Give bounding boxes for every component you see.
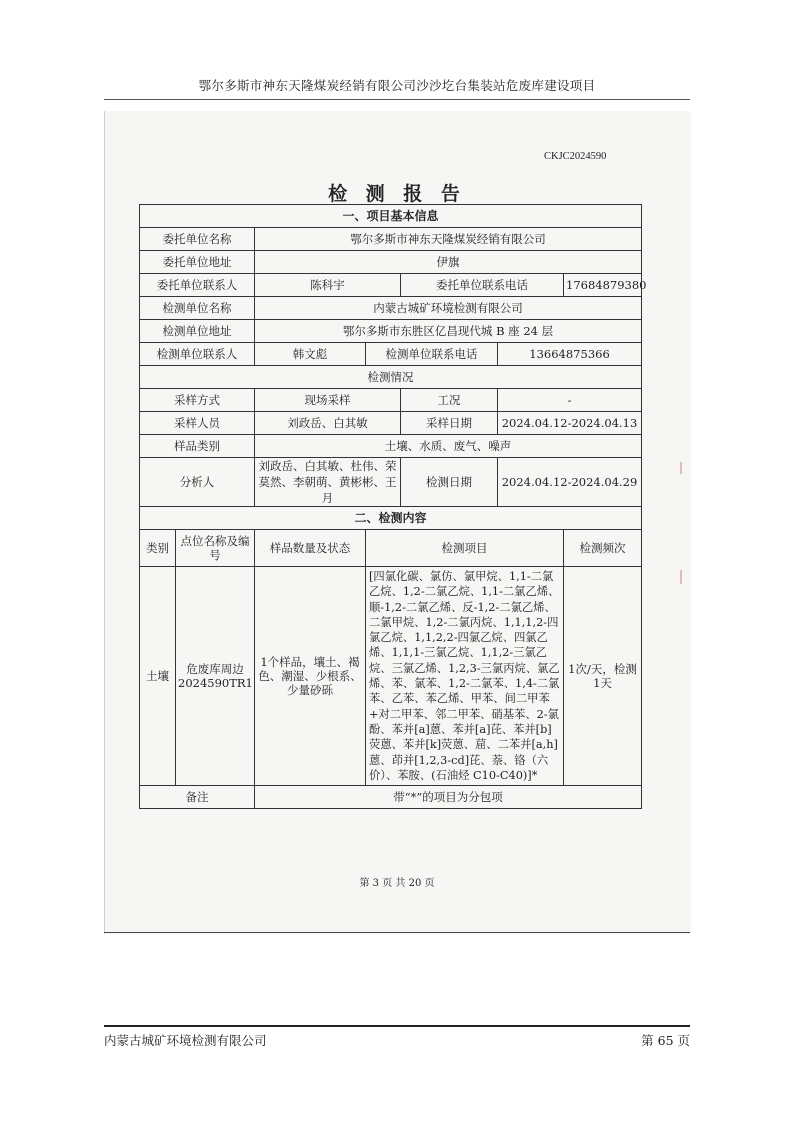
lab-phone-value: 13664875366 (498, 343, 642, 366)
test-date-label: 检测日期 (401, 458, 498, 507)
client-address-value: 伊旗 (255, 251, 642, 274)
lab-phone-label: 检测单位联系电话 (366, 343, 498, 366)
row-point: 危废库周边2024590TR1 (176, 567, 255, 786)
row-test-items: [四氯化碳、氯仿、氯甲烷、1,1-二氯乙烷、1,2-二氯乙烷、1,1-二氯乙烯、顺-1,2-二氯乙烯、反-1,2-二氯乙烯、二氯甲烷、1,2-二氯丙烷、1,1,1,2-四氯乙烷、1,1,2,2-四氯乙烷、四氯乙烯、1,1,1-三氯乙烷、1,1,2-三氯乙烷、三氯乙烯、1,2,3-三氯丙烷、氯乙烯、苯、氯苯、1,2-二氯苯、1,4-二氯苯、乙苯、苯乙烯、甲苯、间二甲苯+对二甲苯、邻二甲苯、硝基苯、2-氯酚、苯并[a]蒽、苯并[a]芘、苯并[b]荧蒽、苯并[k]荧蒽、䓛、二苯并[a,h]蒽、茚并[1,2,3-cd]芘、萘、铬（六价）、苯胺、(石油烃 C10-C40)]* (366, 567, 564, 786)
col-items-header: 检测项目 (366, 530, 564, 567)
client-phone-label: 委托单位联系电话 (401, 274, 564, 297)
samplers-label: 采样人员 (140, 412, 255, 435)
row-sample: 1个样品，壤土、褐色、潮湿、少根系、少量砂砾 (255, 567, 366, 786)
report-number: CKJC2024590 (544, 151, 607, 162)
scan-bottom-edge (104, 932, 690, 933)
col-point-header: 点位名称及编号 (176, 530, 255, 567)
row-category: 土壤 (140, 567, 176, 786)
client-phone-value: 17684879380 (564, 274, 642, 297)
client-contact-label: 委托单位联系人 (140, 274, 255, 297)
analysts-label: 分析人 (140, 458, 255, 507)
client-address-label: 委托单位地址 (140, 251, 255, 274)
condition-label: 工况 (401, 389, 498, 412)
col-category-header: 类别 (140, 530, 176, 567)
client-name-value: 鄂尔多斯市神东天隆煤炭经销有限公司 (255, 228, 642, 251)
section-content-title: 二、检测内容 (140, 507, 642, 530)
lab-contact-value: 韩文彪 (255, 343, 366, 366)
sampling-date-label: 采样日期 (401, 412, 498, 435)
col-freq-header: 检测频次 (564, 530, 642, 567)
edge-stamp-mark (680, 462, 682, 474)
remark-label: 备注 (140, 786, 255, 809)
sample-category-label: 样品类别 (140, 435, 255, 458)
report-table (139, 204, 647, 809)
lab-name-label: 检测单位名称 (140, 297, 255, 320)
header-divider (104, 99, 690, 100)
client-name-label: 委托单位名称 (140, 228, 255, 251)
footer-divider (104, 1025, 690, 1027)
edge-stamp-mark (680, 570, 682, 584)
test-date-value: 2024.04.12-2024.04.29 (498, 458, 642, 507)
sampling-method-label: 采样方式 (140, 389, 255, 412)
lab-contact-label: 检测单位联系人 (140, 343, 255, 366)
lab-address-value: 鄂尔多斯市东胜区亿昌现代城 B 座 24 层 (255, 320, 642, 343)
report-title: 检 测 报 告 (328, 183, 466, 205)
remark-value: 带“*”的项目为分包项 (255, 786, 642, 809)
row-frequency: 1次/天，检测1天 (564, 567, 642, 786)
report-page-number: 第 3 页 共 20 页 (359, 878, 435, 889)
sampling-date-value: 2024.04.12-2024.04.13 (498, 412, 642, 435)
samplers-value: 刘政岳、白其敏 (255, 412, 401, 435)
lab-name-value: 内蒙古城矿环境检测有限公司 (255, 297, 642, 320)
col-sample-header: 样品数量及状态 (255, 530, 366, 567)
client-contact-value: 陈科宇 (255, 274, 401, 297)
sample-category-value: 土壤、水质、废气、噪声 (255, 435, 642, 458)
lab-address-label: 检测单位地址 (140, 320, 255, 343)
section-basic-info-title: 一、项目基本信息 (140, 205, 642, 228)
condition-value: - (498, 389, 642, 412)
analysts-value: 刘政岳、白其敏、杜伟、荣莫然、李朝萌、黄彬彬、王月 (255, 458, 401, 507)
footer-page-number: 第 65 页 (641, 1033, 690, 1048)
inspection-situation-title: 检测情况 (140, 366, 642, 389)
sampling-method-value: 现场采样 (255, 389, 401, 412)
footer-company: 内蒙古城矿环境检测有限公司 (104, 1033, 267, 1048)
document-header: 鄂尔多斯市神东天隆煤炭经销有限公司沙沙圪台集装站危废库建设项目 (198, 78, 596, 93)
